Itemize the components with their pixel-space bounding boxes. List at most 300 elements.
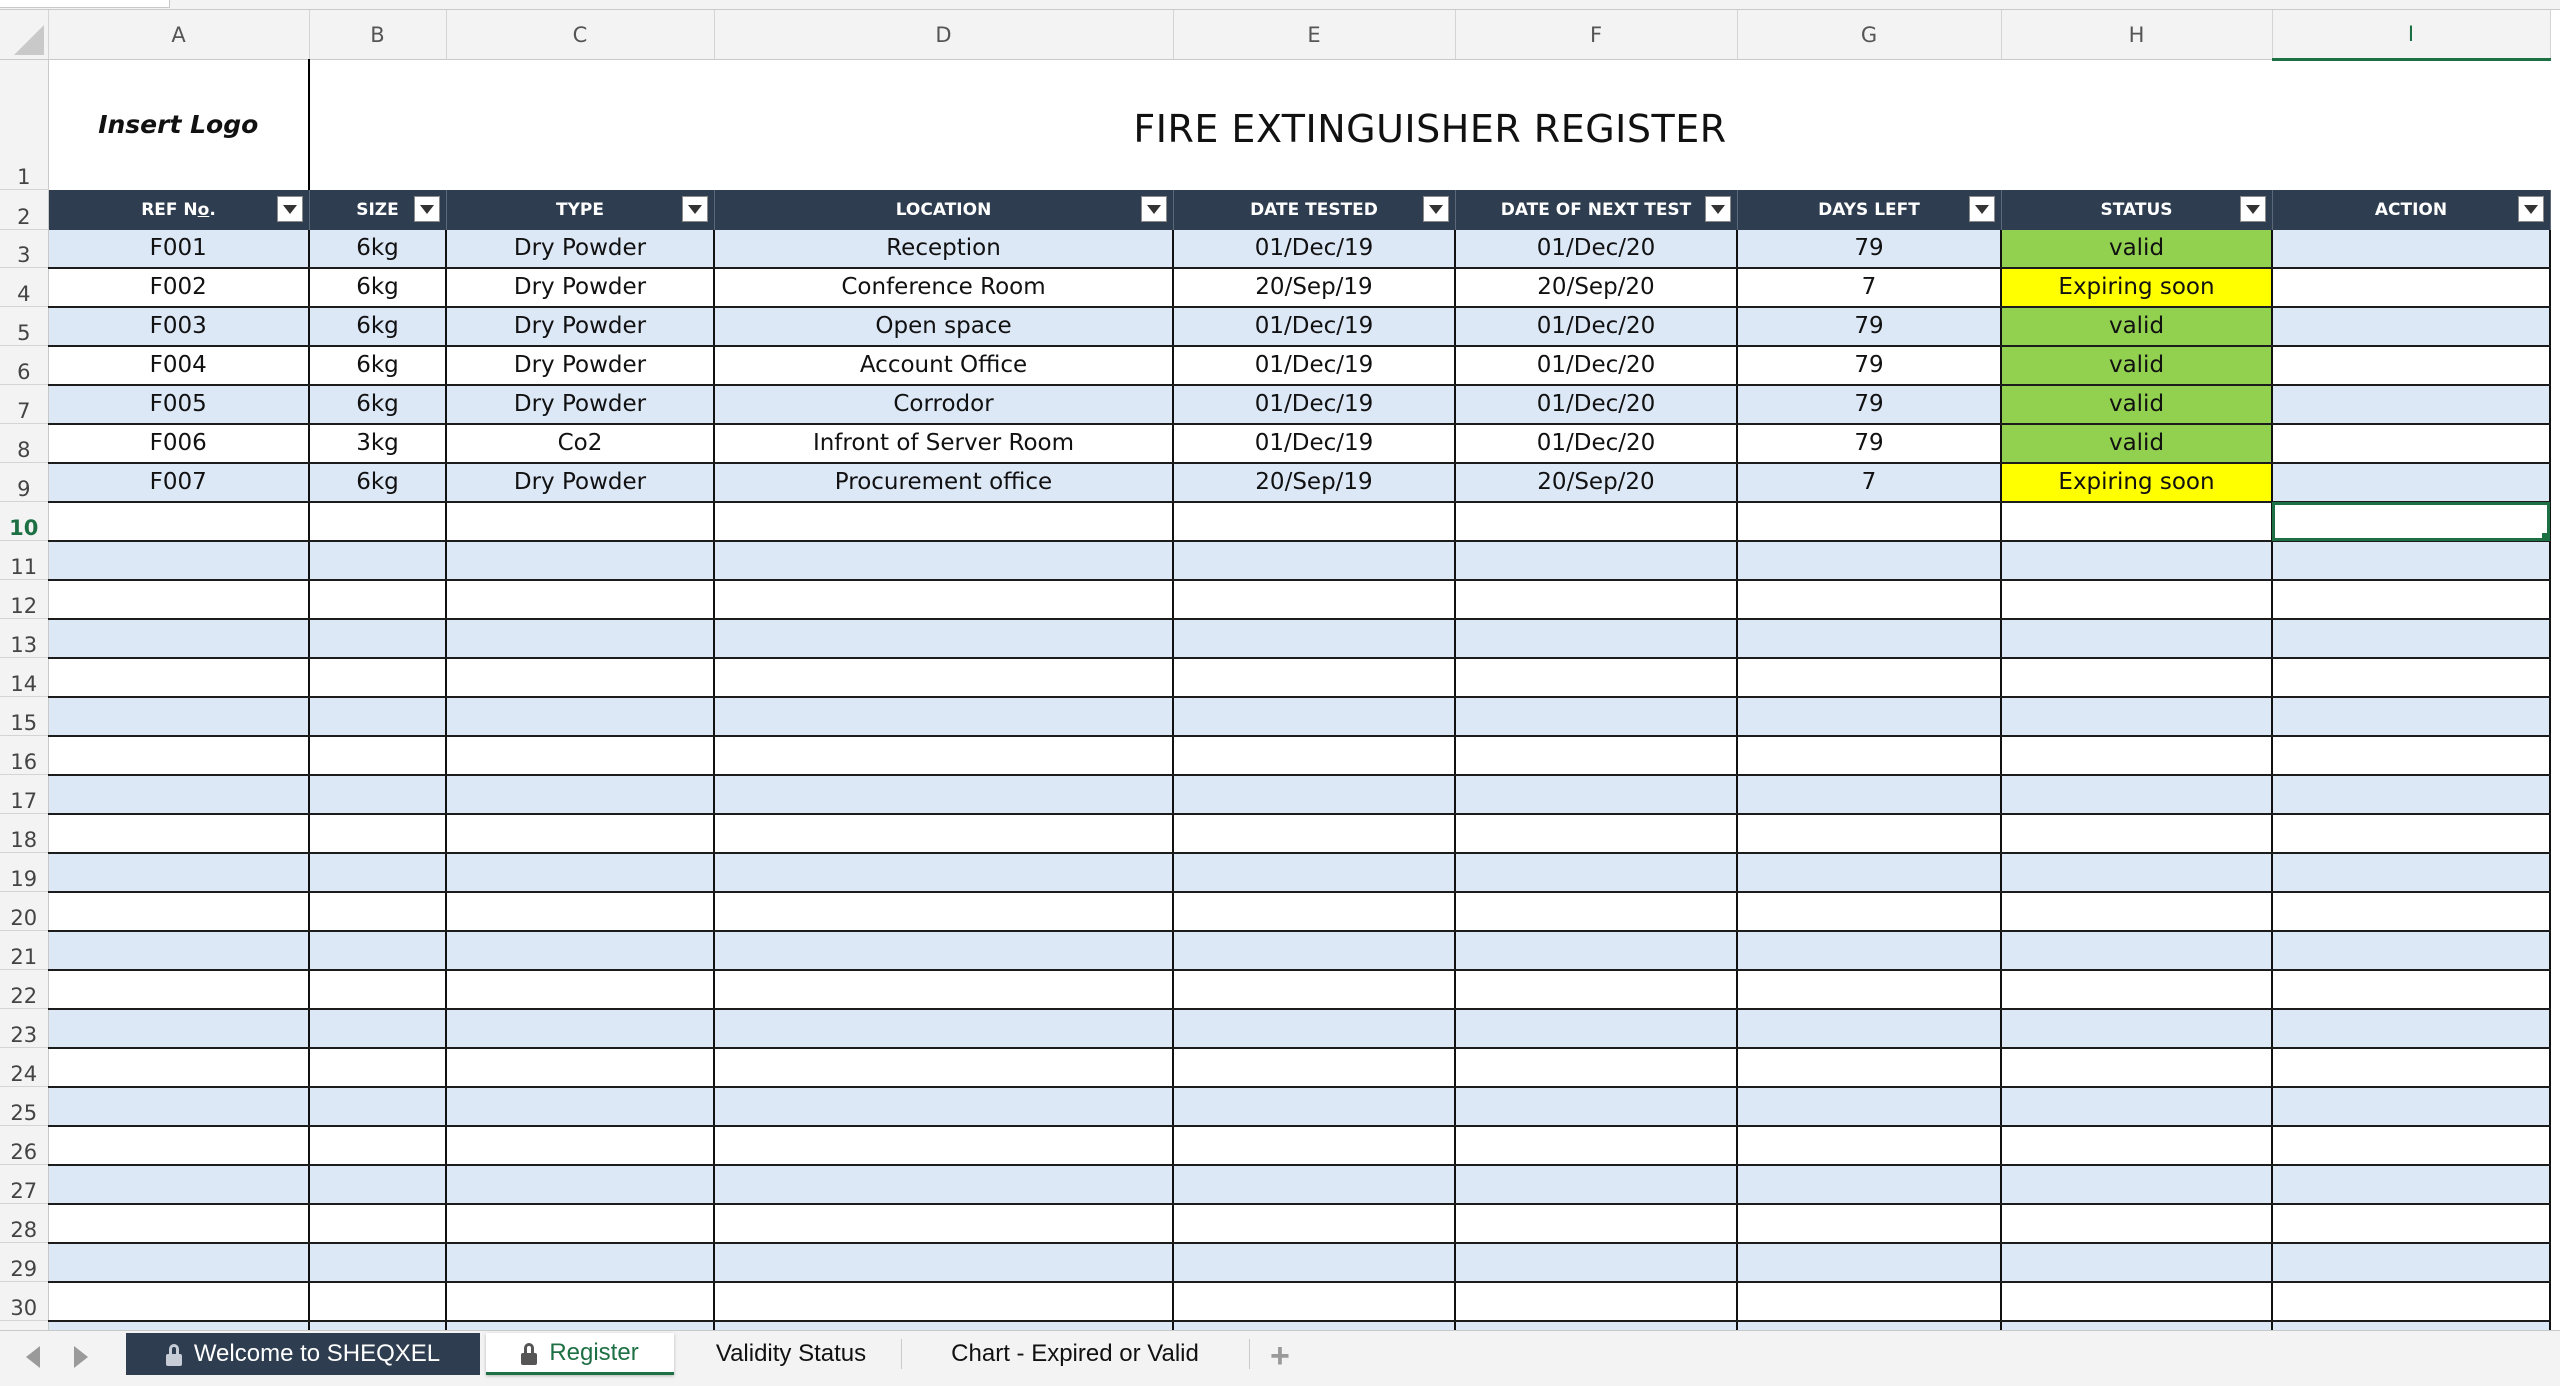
row-header[interactable]: 25 — [0, 1087, 48, 1126]
empty-cell[interactable] — [714, 580, 1173, 619]
column-header-h[interactable]: H — [2001, 10, 2272, 60]
empty-cell[interactable] — [2272, 931, 2550, 970]
empty-cell[interactable] — [446, 1048, 714, 1087]
empty-cell[interactable] — [48, 1009, 309, 1048]
column-header-g[interactable]: G — [1737, 10, 2001, 60]
empty-cell[interactable] — [446, 541, 714, 580]
empty-cell[interactable] — [446, 1165, 714, 1204]
empty-cell[interactable] — [2272, 1204, 2550, 1243]
empty-cell[interactable] — [309, 853, 446, 892]
empty-cell[interactable] — [446, 580, 714, 619]
row-header[interactable]: 12 — [0, 580, 48, 619]
ref-cell[interactable]: F002 — [48, 268, 309, 307]
empty-cell[interactable] — [714, 970, 1173, 1009]
tab-welcome[interactable] — [126, 1333, 480, 1375]
empty-cell[interactable] — [2001, 1204, 2272, 1243]
empty-cell[interactable] — [309, 1087, 446, 1126]
fill-handle[interactable] — [2542, 533, 2550, 541]
empty-cell[interactable] — [48, 931, 309, 970]
empty-cell[interactable] — [2272, 1165, 2550, 1204]
empty-cell[interactable] — [446, 1009, 714, 1048]
type-cell[interactable]: Dry Powder — [446, 268, 714, 307]
empty-cell[interactable] — [309, 1165, 446, 1204]
empty-cell[interactable] — [1455, 1087, 1737, 1126]
empty-cell[interactable] — [1455, 697, 1737, 736]
row-header[interactable]: 20 — [0, 892, 48, 931]
empty-cell[interactable] — [446, 892, 714, 931]
empty-cell[interactable] — [2272, 697, 2550, 736]
empty-cell[interactable] — [2272, 892, 2550, 931]
days-left-cell[interactable]: 79 — [1737, 307, 2001, 346]
empty-cell[interactable] — [48, 814, 309, 853]
empty-cell[interactable] — [714, 1009, 1173, 1048]
empty-cell[interactable] — [446, 775, 714, 814]
location-cell[interactable]: Reception — [714, 230, 1173, 268]
empty-cell[interactable] — [1173, 931, 1455, 970]
row-header[interactable]: 5 — [0, 307, 48, 346]
empty-cell[interactable] — [1173, 1048, 1455, 1087]
filter-dropdown-icon[interactable] — [2240, 196, 2266, 222]
empty-cell[interactable] — [1173, 853, 1455, 892]
empty-cell[interactable] — [2272, 541, 2550, 580]
row-header[interactable]: 7 — [0, 385, 48, 424]
sheet-title[interactable]: FIRE EXTINGUISHER REGISTER — [1133, 107, 1727, 152]
row-header[interactable]: 30 — [0, 1282, 48, 1321]
empty-cell[interactable] — [1173, 814, 1455, 853]
empty-cell[interactable] — [1173, 1009, 1455, 1048]
date-tested-cell[interactable]: 01/Dec/19 — [1173, 424, 1455, 463]
type-cell[interactable]: Dry Powder — [446, 385, 714, 424]
type-cell[interactable]: Co2 — [446, 424, 714, 463]
type-cell[interactable]: Dry Powder — [446, 230, 714, 268]
empty-cell[interactable] — [2001, 541, 2272, 580]
ref-cell[interactable]: F004 — [48, 346, 309, 385]
empty-cell[interactable] — [714, 502, 1173, 541]
active-cell[interactable] — [2272, 502, 2550, 541]
empty-cell[interactable] — [1737, 1126, 2001, 1165]
empty-cell[interactable] — [1173, 1243, 1455, 1282]
empty-cell[interactable] — [1455, 1204, 1737, 1243]
empty-cell[interactable] — [48, 1087, 309, 1126]
tab-register[interactable] — [486, 1333, 674, 1375]
empty-cell[interactable] — [1173, 775, 1455, 814]
type-cell[interactable]: Dry Powder — [446, 346, 714, 385]
empty-cell[interactable] — [309, 1204, 446, 1243]
empty-cell[interactable] — [2272, 1126, 2550, 1165]
ref-cell[interactable]: F003 — [48, 307, 309, 346]
empty-cell[interactable] — [714, 1048, 1173, 1087]
empty-cell[interactable] — [1455, 1165, 1737, 1204]
row-header[interactable]: 9 — [0, 463, 48, 502]
empty-cell[interactable] — [446, 697, 714, 736]
column-header-e[interactable]: E — [1173, 10, 1455, 60]
empty-cell[interactable] — [1455, 892, 1737, 931]
empty-cell[interactable] — [2272, 1243, 2550, 1282]
empty-cell[interactable] — [1455, 1009, 1737, 1048]
row-header[interactable]: 8 — [0, 424, 48, 463]
empty-cell[interactable] — [48, 658, 309, 697]
location-cell[interactable]: Infront of Server Room — [714, 424, 1173, 463]
empty-cell[interactable] — [2001, 502, 2272, 541]
empty-cell[interactable] — [1737, 1165, 2001, 1204]
size-cell[interactable]: 3kg — [309, 424, 446, 463]
empty-cell[interactable] — [446, 1087, 714, 1126]
name-box[interactable] — [0, 0, 170, 8]
empty-cell[interactable] — [2001, 1126, 2272, 1165]
logo-placeholder[interactable]: Insert Logo — [48, 60, 309, 190]
empty-cell[interactable] — [1737, 619, 2001, 658]
empty-cell[interactable] — [1737, 736, 2001, 775]
empty-cell[interactable] — [1737, 970, 2001, 1009]
date-next-cell[interactable]: 20/Sep/20 — [1455, 463, 1737, 502]
row-header[interactable]: 24 — [0, 1048, 48, 1087]
empty-cell[interactable] — [48, 1204, 309, 1243]
empty-cell[interactable] — [2001, 931, 2272, 970]
empty-cell[interactable] — [309, 580, 446, 619]
empty-cell[interactable] — [1455, 541, 1737, 580]
row-header[interactable]: 16 — [0, 736, 48, 775]
date-tested-cell[interactable]: 20/Sep/19 — [1173, 268, 1455, 307]
next-sheet-icon[interactable] — [74, 1346, 88, 1368]
empty-cell[interactable] — [309, 541, 446, 580]
empty-cell[interactable] — [1455, 775, 1737, 814]
empty-cell[interactable] — [48, 775, 309, 814]
row-header[interactable]: 21 — [0, 931, 48, 970]
empty-cell[interactable] — [2272, 853, 2550, 892]
empty-cell[interactable] — [2001, 1165, 2272, 1204]
empty-cell[interactable] — [2001, 736, 2272, 775]
empty-cell[interactable] — [309, 1126, 446, 1165]
empty-cell[interactable] — [1737, 1048, 2001, 1087]
row-header[interactable]: 22 — [0, 970, 48, 1009]
row-header[interactable]: 10 — [0, 502, 48, 541]
date-tested-cell[interactable]: 01/Dec/19 — [1173, 230, 1455, 268]
row-header[interactable]: 3 — [0, 230, 48, 268]
empty-cell[interactable] — [1173, 1204, 1455, 1243]
empty-cell[interactable] — [714, 658, 1173, 697]
empty-cell[interactable] — [309, 970, 446, 1009]
empty-cell[interactable] — [1173, 970, 1455, 1009]
empty-cell[interactable] — [714, 1243, 1173, 1282]
empty-cell[interactable] — [309, 697, 446, 736]
empty-cell[interactable] — [446, 853, 714, 892]
empty-cell[interactable] — [48, 892, 309, 931]
row-header[interactable]: 23 — [0, 1009, 48, 1048]
empty-cell[interactable] — [714, 853, 1173, 892]
date-tested-cell[interactable]: 01/Dec/19 — [1173, 346, 1455, 385]
empty-cell[interactable] — [446, 1126, 714, 1165]
empty-cell[interactable] — [2272, 814, 2550, 853]
empty-cell[interactable] — [1737, 1243, 2001, 1282]
empty-cell[interactable] — [1455, 1243, 1737, 1282]
status-cell[interactable]: valid — [2001, 346, 2272, 385]
empty-cell[interactable] — [1737, 1087, 2001, 1126]
empty-cell[interactable] — [2001, 658, 2272, 697]
action-cell[interactable] — [2272, 268, 2550, 307]
row-header[interactable]: 13 — [0, 619, 48, 658]
empty-cell[interactable] — [2272, 619, 2550, 658]
action-cell[interactable] — [2272, 307, 2550, 346]
empty-cell[interactable] — [2272, 1009, 2550, 1048]
date-next-cell[interactable]: 01/Dec/20 — [1455, 230, 1737, 268]
empty-cell[interactable] — [2001, 1009, 2272, 1048]
empty-cell[interactable] — [2001, 619, 2272, 658]
column-header-d[interactable]: D — [714, 10, 1173, 60]
empty-cell[interactable] — [714, 1087, 1173, 1126]
empty-cell[interactable] — [1173, 580, 1455, 619]
empty-cell[interactable] — [2001, 697, 2272, 736]
empty-cell[interactable] — [309, 1048, 446, 1087]
action-cell[interactable] — [2272, 424, 2550, 463]
days-left-cell[interactable]: 79 — [1737, 346, 2001, 385]
empty-cell[interactable] — [446, 814, 714, 853]
empty-cell[interactable] — [2001, 970, 2272, 1009]
empty-cell[interactable] — [1173, 697, 1455, 736]
empty-cell[interactable] — [714, 931, 1173, 970]
empty-cell[interactable] — [48, 736, 309, 775]
status-cell[interactable]: Expiring soon — [2001, 268, 2272, 307]
empty-cell[interactable] — [1173, 619, 1455, 658]
empty-cell[interactable] — [1737, 931, 2001, 970]
empty-cell[interactable] — [446, 1243, 714, 1282]
ref-cell[interactable]: F006 — [48, 424, 309, 463]
empty-cell[interactable] — [48, 1243, 309, 1282]
empty-cell[interactable] — [2001, 1243, 2272, 1282]
type-cell[interactable]: Dry Powder — [446, 463, 714, 502]
date-next-cell[interactable]: 01/Dec/20 — [1455, 307, 1737, 346]
empty-cell[interactable] — [48, 1048, 309, 1087]
row-header[interactable]: 4 — [0, 268, 48, 307]
empty-cell[interactable] — [48, 580, 309, 619]
date-next-cell[interactable]: 01/Dec/20 — [1455, 424, 1737, 463]
location-cell[interactable]: Procurement office — [714, 463, 1173, 502]
empty-cell[interactable] — [1455, 970, 1737, 1009]
empty-cell[interactable] — [48, 1126, 309, 1165]
empty-cell[interactable] — [48, 541, 309, 580]
date-next-cell[interactable]: 20/Sep/20 — [1455, 268, 1737, 307]
empty-cell[interactable] — [714, 736, 1173, 775]
empty-cell[interactable] — [1455, 502, 1737, 541]
empty-cell[interactable] — [1455, 580, 1737, 619]
empty-cell[interactable] — [714, 1282, 1173, 1321]
empty-cell[interactable] — [714, 541, 1173, 580]
empty-cell[interactable] — [1455, 931, 1737, 970]
empty-cell[interactable] — [1737, 580, 2001, 619]
location-cell[interactable]: Conference Room — [714, 268, 1173, 307]
empty-cell[interactable] — [714, 1165, 1173, 1204]
empty-cell[interactable] — [446, 658, 714, 697]
row-header[interactable]: 26 — [0, 1126, 48, 1165]
size-cell[interactable]: 6kg — [309, 385, 446, 424]
ref-cell[interactable]: F005 — [48, 385, 309, 424]
empty-cell[interactable] — [1737, 1009, 2001, 1048]
empty-cell[interactable] — [1173, 1165, 1455, 1204]
empty-cell[interactable] — [1737, 892, 2001, 931]
date-tested-cell[interactable]: 20/Sep/19 — [1173, 463, 1455, 502]
empty-cell[interactable] — [1173, 1087, 1455, 1126]
empty-cell[interactable] — [2001, 892, 2272, 931]
filter-dropdown-icon[interactable] — [682, 196, 708, 222]
empty-cell[interactable] — [1737, 658, 2001, 697]
row-header[interactable]: 11 — [0, 541, 48, 580]
row-header[interactable]: 6 — [0, 346, 48, 385]
empty-cell[interactable] — [48, 1165, 309, 1204]
empty-cell[interactable] — [309, 931, 446, 970]
empty-cell[interactable] — [309, 1282, 446, 1321]
select-all-corner[interactable] — [0, 10, 48, 60]
action-cell[interactable] — [2272, 230, 2550, 268]
filter-dropdown-icon[interactable] — [414, 196, 440, 222]
action-cell[interactable] — [2272, 463, 2550, 502]
empty-cell[interactable] — [309, 502, 446, 541]
row-header[interactable]: 27 — [0, 1165, 48, 1204]
action-cell[interactable] — [2272, 385, 2550, 424]
empty-cell[interactable] — [309, 775, 446, 814]
empty-cell[interactable] — [1737, 1204, 2001, 1243]
empty-cell[interactable] — [2272, 970, 2550, 1009]
empty-cell[interactable] — [446, 1282, 714, 1321]
empty-cell[interactable] — [1737, 814, 2001, 853]
column-header-b[interactable]: B — [309, 10, 446, 60]
empty-cell[interactable] — [446, 1204, 714, 1243]
status-cell[interactable]: valid — [2001, 230, 2272, 268]
row-header[interactable]: 28 — [0, 1204, 48, 1243]
empty-cell[interactable] — [1173, 892, 1455, 931]
location-cell[interactable]: Corrodor — [714, 385, 1173, 424]
status-cell[interactable]: valid — [2001, 385, 2272, 424]
empty-cell[interactable] — [1737, 541, 2001, 580]
empty-cell[interactable] — [2001, 814, 2272, 853]
tab-validity-status[interactable] — [684, 1333, 898, 1375]
empty-cell[interactable] — [2001, 1048, 2272, 1087]
size-cell[interactable]: 6kg — [309, 307, 446, 346]
date-tested-cell[interactable]: 01/Dec/19 — [1173, 307, 1455, 346]
filter-dropdown-icon[interactable] — [1705, 196, 1731, 222]
empty-cell[interactable] — [446, 931, 714, 970]
empty-cell[interactable] — [1455, 814, 1737, 853]
row-header[interactable]: 29 — [0, 1243, 48, 1282]
empty-cell[interactable] — [2001, 775, 2272, 814]
empty-cell[interactable] — [309, 1243, 446, 1282]
empty-cell[interactable] — [1173, 736, 1455, 775]
date-tested-cell[interactable]: 01/Dec/19 — [1173, 385, 1455, 424]
days-left-cell[interactable]: 7 — [1737, 463, 2001, 502]
size-cell[interactable]: 6kg — [309, 268, 446, 307]
size-cell[interactable]: 6kg — [309, 230, 446, 268]
previous-sheet-icon[interactable] — [26, 1346, 40, 1368]
empty-cell[interactable] — [309, 658, 446, 697]
row-header[interactable]: 19 — [0, 853, 48, 892]
location-cell[interactable]: Open space — [714, 307, 1173, 346]
empty-cell[interactable] — [309, 1009, 446, 1048]
empty-cell[interactable] — [1173, 1282, 1455, 1321]
empty-cell[interactable] — [309, 736, 446, 775]
filter-dropdown-icon[interactable] — [277, 196, 303, 222]
empty-cell[interactable] — [446, 502, 714, 541]
action-cell[interactable] — [2272, 346, 2550, 385]
filter-dropdown-icon[interactable] — [1141, 196, 1167, 222]
status-cell[interactable]: Expiring soon — [2001, 463, 2272, 502]
column-header-a[interactable]: A — [48, 10, 309, 60]
empty-cell[interactable] — [48, 502, 309, 541]
location-cell[interactable]: Account Office — [714, 346, 1173, 385]
row-header[interactable]: 18 — [0, 814, 48, 853]
add-sheet-icon[interactable]: + — [1270, 1337, 1290, 1375]
days-left-cell[interactable]: 7 — [1737, 268, 2001, 307]
empty-cell[interactable] — [2272, 775, 2550, 814]
empty-cell[interactable] — [714, 814, 1173, 853]
row-header[interactable]: 15 — [0, 697, 48, 736]
empty-cell[interactable] — [714, 697, 1173, 736]
empty-cell[interactable] — [48, 619, 309, 658]
empty-cell[interactable] — [446, 619, 714, 658]
empty-cell[interactable] — [1737, 697, 2001, 736]
empty-cell[interactable] — [2272, 1282, 2550, 1321]
empty-cell[interactable] — [48, 970, 309, 1009]
ref-cell[interactable]: F007 — [48, 463, 309, 502]
empty-cell[interactable] — [2001, 580, 2272, 619]
empty-cell[interactable] — [714, 775, 1173, 814]
empty-cell[interactable] — [2001, 853, 2272, 892]
empty-cell[interactable] — [48, 697, 309, 736]
column-header-c[interactable]: C — [446, 10, 714, 60]
column-header-i[interactable]: I — [2272, 10, 2550, 60]
empty-cell[interactable] — [446, 736, 714, 775]
empty-cell[interactable] — [1173, 541, 1455, 580]
filter-dropdown-icon[interactable] — [1969, 196, 1995, 222]
days-left-cell[interactable]: 79 — [1737, 230, 2001, 268]
empty-cell[interactable] — [1737, 502, 2001, 541]
empty-cell[interactable] — [1173, 502, 1455, 541]
empty-cell[interactable] — [2001, 1087, 2272, 1126]
empty-cell[interactable] — [1455, 1048, 1737, 1087]
empty-cell[interactable] — [2272, 1048, 2550, 1087]
empty-cell[interactable] — [2272, 1087, 2550, 1126]
empty-cell[interactable] — [1455, 736, 1737, 775]
empty-cell[interactable] — [2001, 1282, 2272, 1321]
date-next-cell[interactable]: 01/Dec/20 — [1455, 346, 1737, 385]
size-cell[interactable]: 6kg — [309, 463, 446, 502]
empty-cell[interactable] — [2272, 580, 2550, 619]
empty-cell[interactable] — [714, 892, 1173, 931]
empty-cell[interactable] — [1455, 1282, 1737, 1321]
empty-cell[interactable] — [1737, 775, 2001, 814]
empty-cell[interactable] — [1737, 853, 2001, 892]
ref-cell[interactable]: F001 — [48, 230, 309, 268]
row-header[interactable]: 17 — [0, 775, 48, 814]
empty-cell[interactable] — [714, 619, 1173, 658]
days-left-cell[interactable]: 79 — [1737, 424, 2001, 463]
empty-cell[interactable] — [48, 853, 309, 892]
status-cell[interactable]: valid — [2001, 307, 2272, 346]
row-header[interactable]: 14 — [0, 658, 48, 697]
filter-dropdown-icon[interactable] — [2518, 196, 2544, 222]
empty-cell[interactable] — [714, 1204, 1173, 1243]
column-header-f[interactable]: F — [1455, 10, 1737, 60]
empty-cell[interactable] — [1173, 1126, 1455, 1165]
empty-cell[interactable] — [309, 619, 446, 658]
tab-chart-expired-or-valid[interactable] — [904, 1333, 1246, 1375]
empty-cell[interactable] — [2272, 658, 2550, 697]
row-header[interactable]: 2 — [0, 190, 48, 230]
empty-cell[interactable] — [309, 814, 446, 853]
empty-cell[interactable] — [48, 1282, 309, 1321]
status-cell[interactable]: valid — [2001, 424, 2272, 463]
type-cell[interactable]: Dry Powder — [446, 307, 714, 346]
empty-cell[interactable] — [1737, 1282, 2001, 1321]
empty-cell[interactable] — [1455, 1126, 1737, 1165]
empty-cell[interactable] — [1455, 853, 1737, 892]
